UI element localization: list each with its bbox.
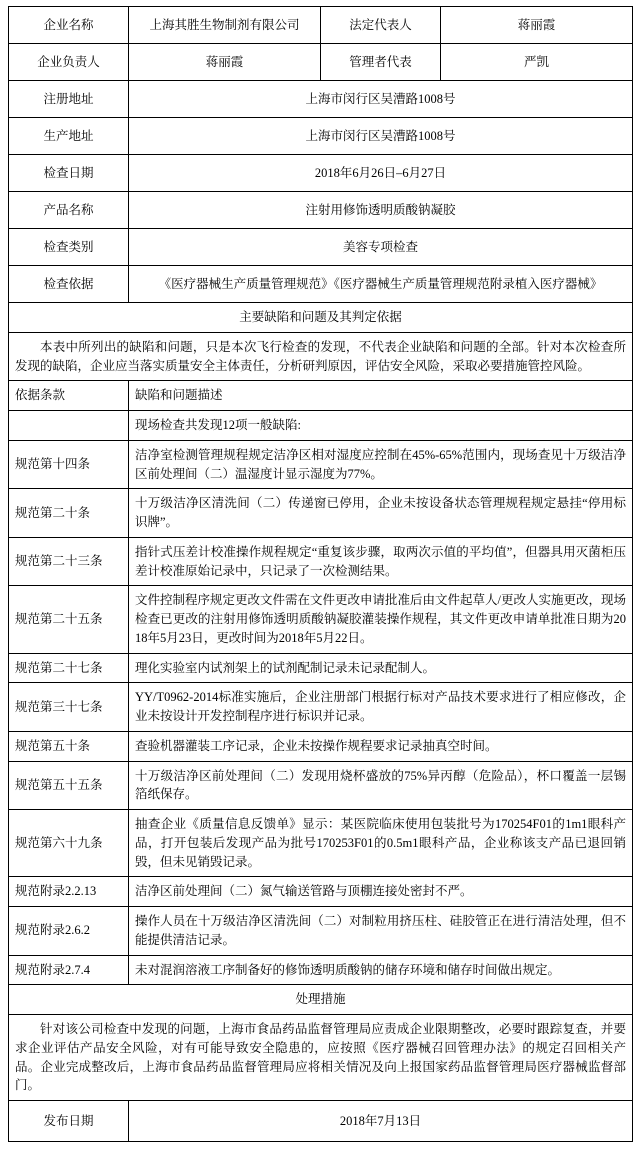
defect-basis: 规范附录2.2.13 bbox=[9, 877, 129, 907]
inspection-report-table bbox=[8, 6, 633, 1142]
defect-basis: 规范第五十五条 bbox=[9, 761, 129, 810]
company-name-label: 企业名称 bbox=[9, 7, 129, 44]
table-row bbox=[9, 955, 633, 985]
measures-title-row bbox=[9, 985, 633, 1015]
inspection-type-label: 检查类别 bbox=[9, 229, 129, 266]
defect-basis: 规范第二十五条 bbox=[9, 586, 129, 653]
defects-preamble-row bbox=[9, 332, 633, 381]
inspection-date-value: 2018年6月26日–6月27日 bbox=[129, 155, 633, 192]
inspection-date-label: 检查日期 bbox=[9, 155, 129, 192]
defect-description: 未对混润溶液工序制备好的修饰透明质酸钠的储存环境和储存时间做出规定。 bbox=[129, 955, 633, 985]
defects-summary-line: 现场检查共发现12项一般缺陷: bbox=[129, 411, 633, 441]
col-desc-header: 缺陷和问题描述 bbox=[129, 381, 633, 411]
defect-description: 理化实验室内试剂架上的试剂配制记录未记录配制人。 bbox=[129, 653, 633, 683]
defect-description: YY/T0962-2014标准实施后，企业注册部门根据行标对产品技术要求进行了相应修改，企业未按设计开发控制程序进行标识并记录。 bbox=[129, 683, 633, 732]
measures-body-row bbox=[9, 1015, 633, 1101]
defects-summary-basis bbox=[9, 411, 129, 441]
table-row bbox=[9, 761, 633, 810]
table-row bbox=[9, 683, 633, 732]
defect-description: 文件控制程序规定更改文件需在文件更改申请批准后由文件起草人/更改人实施更改，现场检查已更改的注射用修饰透明质酸钠凝胶灌装操作规程，其文件更改申请单批准日期为2018年5月23日，更改时间为2018年5月22日。 bbox=[129, 586, 633, 653]
defect-basis: 规范第五十条 bbox=[9, 731, 129, 761]
company-name-value: 上海其胜生物制剂有限公司 bbox=[129, 7, 321, 44]
defect-basis: 规范第三十七条 bbox=[9, 683, 129, 732]
product-name-label: 产品名称 bbox=[9, 192, 129, 229]
defect-basis: 规范第十四条 bbox=[9, 440, 129, 489]
person-in-charge-value: 蒋丽霞 bbox=[129, 44, 321, 81]
inspection-basis-label: 检查依据 bbox=[9, 266, 129, 303]
defect-description: 洁净室检测管理规程规定洁净区相对湿度应控制在45%-65%范围内，现场查见十万级洁净区前处理间（二）温湿度计显示湿度为77%。 bbox=[129, 440, 633, 489]
defects-header-row bbox=[9, 381, 633, 411]
defects-summary-row bbox=[9, 411, 633, 441]
management-rep-value: 严凯 bbox=[441, 44, 633, 81]
table-row bbox=[9, 81, 633, 118]
production-address-value: 上海市闵行区吴漕路1008号 bbox=[129, 118, 633, 155]
table-row bbox=[9, 266, 633, 303]
table-row bbox=[9, 229, 633, 266]
table-row bbox=[9, 489, 633, 538]
measures-section-title: 处理措施 bbox=[9, 985, 633, 1015]
defects-section-title-row bbox=[9, 303, 633, 333]
publish-date-label: 发布日期 bbox=[9, 1101, 129, 1142]
measures-section-body: 针对该公司检查中发现的问题，上海市食品药品监督管理局应责成企业限期整改，必要时跟踪复查，并要求企业评估产品安全风险，对有可能导致安全隐患的，应按照《医疗器械召回管理办法》的规定召回相关产品。企业完成整改后，上海市食品药品监督管理局应将相关情况及向上报国家药品监督管理局医疗器械监督部门。 bbox=[9, 1015, 633, 1101]
table-row bbox=[9, 877, 633, 907]
defect-basis: 规范附录2.6.2 bbox=[9, 907, 129, 956]
person-in-charge-label: 企业负责人 bbox=[9, 44, 129, 81]
table-row bbox=[9, 440, 633, 489]
table-row bbox=[9, 653, 633, 683]
registered-address-value: 上海市闵行区吴漕路1008号 bbox=[129, 81, 633, 118]
table-row bbox=[9, 537, 633, 586]
publish-date-value: 2018年7月13日 bbox=[129, 1101, 633, 1142]
defect-description: 操作人员在十万级洁净区清洗间（二）对制粒用挤压柱、硅胶管正在进行清洁处理，但不能提供清洁记录。 bbox=[129, 907, 633, 956]
registered-address-label: 注册地址 bbox=[9, 81, 129, 118]
table-row bbox=[9, 7, 633, 44]
inspection-basis-value: 《医疗器械生产质量管理规范》《医疗器械生产质量管理规范附录植入医疗器械》 bbox=[129, 266, 633, 303]
defect-basis: 规范第二十七条 bbox=[9, 653, 129, 683]
defect-basis: 规范第二十条 bbox=[9, 489, 129, 538]
table-row bbox=[9, 907, 633, 956]
defect-description: 十万级洁净区清洗间（二）传递窗已停用，企业未按设备状态管理规程规定悬挂“停用标识牌”。 bbox=[129, 489, 633, 538]
defect-description: 指针式压差计校准操作规程规定“重复该步骤，取两次示值的平均值”，但器具用灭菌柜压差计校准原始记录中，只记录了一次检测结果。 bbox=[129, 537, 633, 586]
legal-rep-value: 蒋丽霞 bbox=[441, 7, 633, 44]
table-row bbox=[9, 731, 633, 761]
defect-description: 洁净区前处理间（二）氮气输送管路与顶棚连接处密封不严。 bbox=[129, 877, 633, 907]
legal-rep-label: 法定代表人 bbox=[321, 7, 441, 44]
product-name-value: 注射用修饰透明质酸钠凝胶 bbox=[129, 192, 633, 229]
management-rep-label: 管理者代表 bbox=[321, 44, 441, 81]
defect-basis: 规范附录2.7.4 bbox=[9, 955, 129, 985]
inspection-type-value: 美容专项检查 bbox=[129, 229, 633, 266]
defects-section-title: 主要缺陷和问题及其判定依据 bbox=[9, 303, 633, 333]
table-row bbox=[9, 118, 633, 155]
table-row bbox=[9, 44, 633, 81]
defects-preamble: 本表中所列出的缺陷和问题，只是本次飞行检查的发现，不代表企业缺陷和问题的全部。针对本次检查所发现的缺陷，企业应当落实质量安全主体责任，分析研判原因，评估安全风险，采取必要措施管控风险。 bbox=[9, 332, 633, 381]
table-row bbox=[9, 155, 633, 192]
defect-basis: 规范第二十三条 bbox=[9, 537, 129, 586]
production-address-label: 生产地址 bbox=[9, 118, 129, 155]
defect-basis: 规范第六十九条 bbox=[9, 810, 129, 877]
table-row bbox=[9, 192, 633, 229]
defect-description: 十万级洁净区前处理间（二）发现用烧杯盛放的75%异丙醇（危险品），杯口覆盖一层锡箔纸保存。 bbox=[129, 761, 633, 810]
defect-description: 查验机器灌装工序记录，企业未按操作规程要求记录抽真空时间。 bbox=[129, 731, 633, 761]
table-row bbox=[9, 586, 633, 653]
defect-description: 抽查企业《质量信息反馈单》显示：某医院临床使用包装批号为170254F01的1m1眼科产品，打开包装后发现产品为批号170253F01的0.5m1眼科产品，企业称该支产品已退回销毁，但未见销毁记录。 bbox=[129, 810, 633, 877]
table-row bbox=[9, 810, 633, 877]
col-basis-header: 依据条款 bbox=[9, 381, 129, 411]
publish-date-row bbox=[9, 1101, 633, 1142]
